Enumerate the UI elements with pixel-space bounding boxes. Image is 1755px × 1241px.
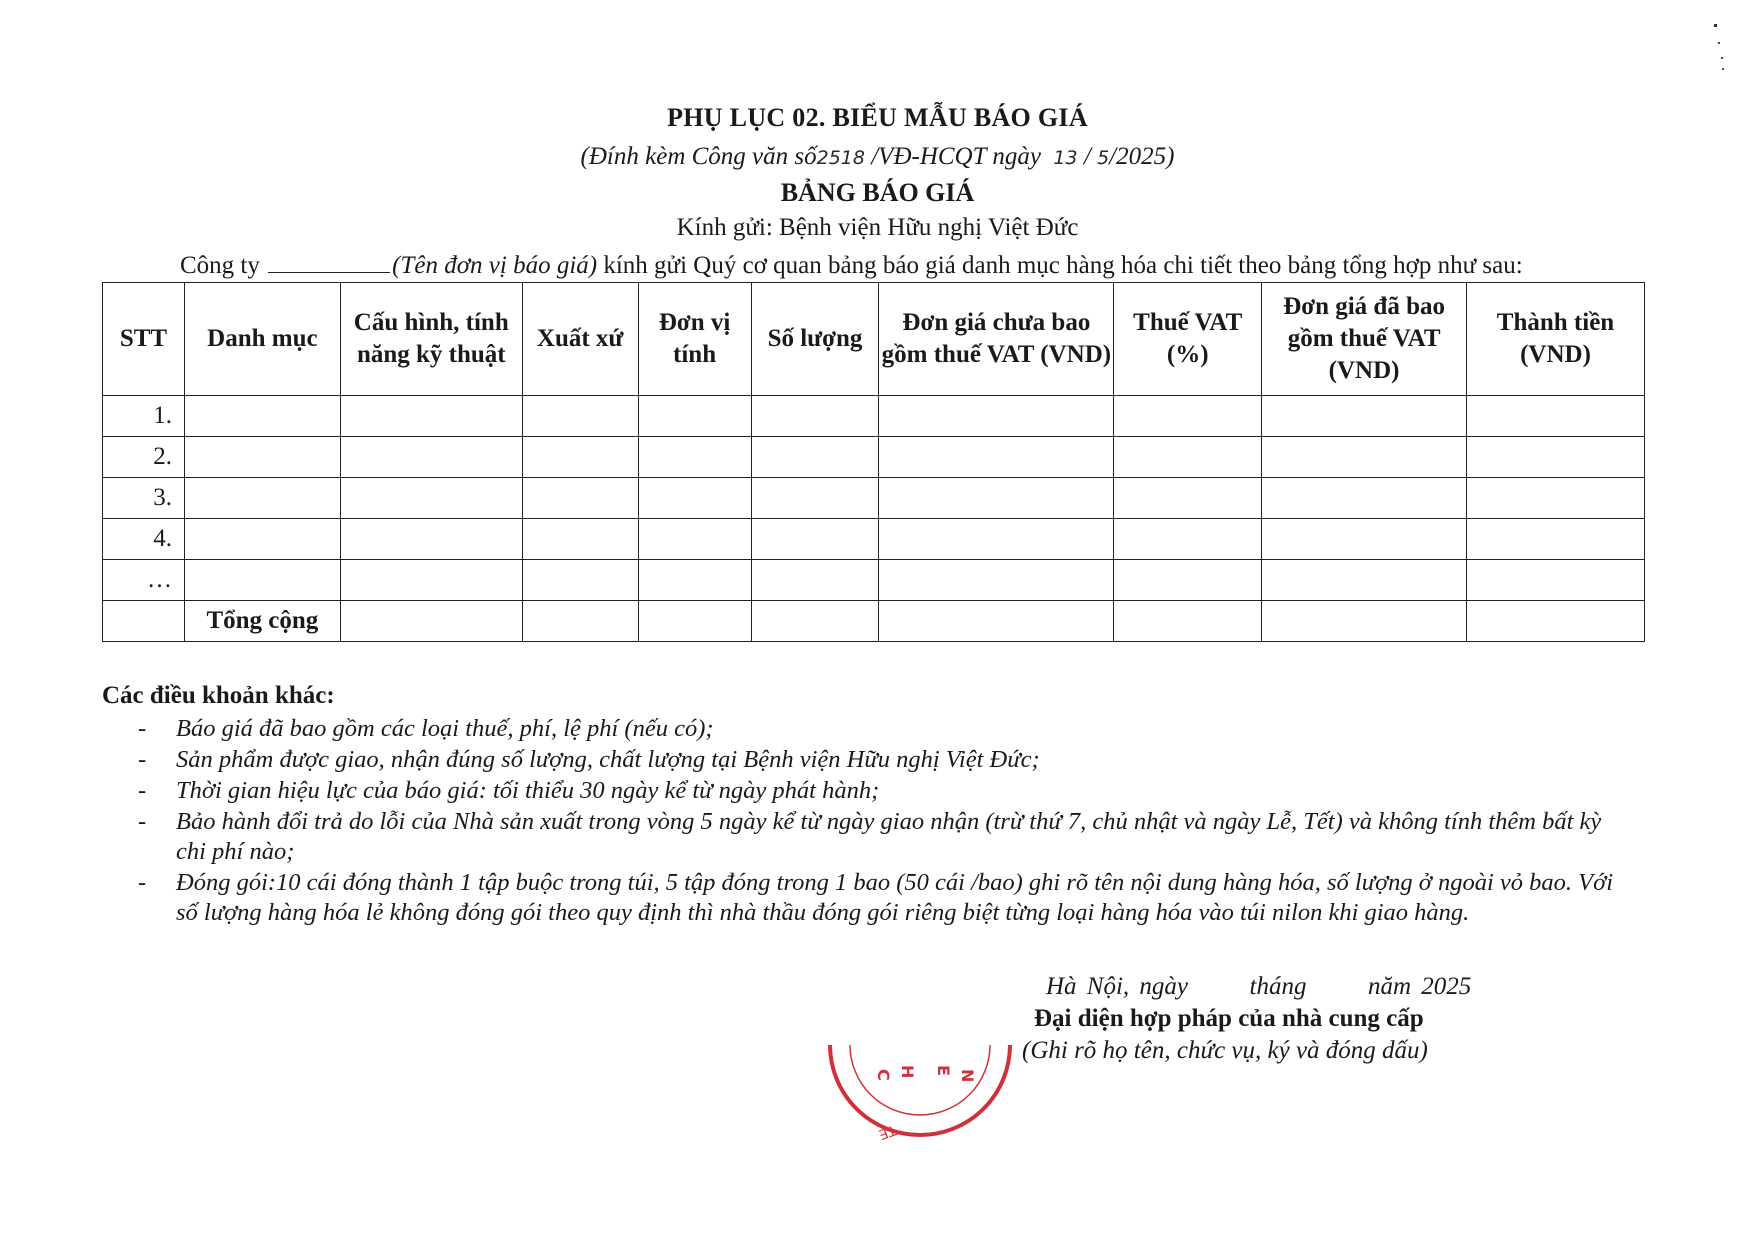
reference-year: /2025) [1109,143,1175,170]
bullet-dash: - [138,777,147,804]
intro-company-label: Công ty [180,252,260,279]
table-cell[interactable] [1114,519,1262,560]
table-cell[interactable] [1467,478,1645,519]
table-row [103,437,1645,478]
table-cell[interactable] [879,601,1114,642]
term-text: Thời gian hiệu lực của báo giá: tối thiểu 30 ngày kể từ ngày phát hành; [176,777,880,804]
table-cell[interactable] [1262,396,1467,437]
col-header: Danh mục [184,283,340,396]
partial-stamp [820,1035,1020,1165]
svg-text:H: H [898,1065,917,1079]
table-cell[interactable] [1467,601,1645,642]
table-cell[interactable] [340,601,522,642]
list-item [102,868,1632,928]
signature-role: Đại diện hợp pháp của nhà cung cấp [1034,1005,1424,1032]
table-cell[interactable] [638,601,751,642]
table-cell[interactable] [751,478,879,519]
table-cell[interactable] [751,601,879,642]
term-text: Đóng gói:10 cái đóng thành 1 tập buộc trong túi, 5 tập đóng trong 1 bao (50 cái /bao) ghi rõ tên nội dung hàng hóa, số lượng ở ngoài vỏ bao. Với số lượng hàng hóa lẻ không đóng gói theo quy định thì nhà thầu đóng gói riêng biệt từng loại hàng hóa vào túi nilon khi giao hàng. [176,869,1614,926]
table-row [103,396,1645,437]
col-header: Đơn vị tính [638,283,751,396]
table-cell[interactable] [1467,519,1645,560]
table-row [103,478,1645,519]
table-cell[interactable] [1262,560,1467,601]
table-row [103,519,1645,560]
col-header: Thuế VAT (%) [1114,283,1262,396]
table-cell[interactable] [638,396,751,437]
table-cell[interactable] [340,396,522,437]
col-header: Đơn giá đã bao gồm thuế VAT (VND) [1262,283,1467,396]
intro-line [180,252,1523,280]
table-cell[interactable] [879,437,1114,478]
document-title: PHỤ LỤC 02. BIỂU MẪU BÁO GIÁ [667,103,1088,132]
col-header: Cấu hình, tính năng kỹ thuật [340,283,522,396]
table-cell[interactable] [522,560,638,601]
table-cell[interactable] [638,560,751,601]
table-cell[interactable] [1114,478,1262,519]
handwritten-day: 13 [1053,147,1078,169]
col-header: Thành tiền (VND) [1467,283,1645,396]
table-cell[interactable] [184,478,340,519]
row-number: 4. [103,519,185,560]
table-cell[interactable] [1114,396,1262,437]
svg-text:E: E [934,1065,953,1076]
table-cell[interactable] [184,396,340,437]
svg-text:C: C [874,1069,893,1081]
table-cell[interactable] [638,478,751,519]
table-cell[interactable] [522,396,638,437]
reference-prefix: (Đính kèm Công văn số [580,143,817,170]
table-header-row [103,283,1645,396]
table-cell[interactable] [879,519,1114,560]
table-cell[interactable] [340,478,522,519]
form-title: BẢNG BÁO GIÁ [780,178,975,207]
scan-marks [1700,20,1740,80]
table-cell[interactable] [522,601,638,642]
list-item [102,807,1632,867]
table-cell[interactable] [1262,601,1467,642]
table-cell [103,601,185,642]
handwritten-doc-number: 2518 [816,147,865,169]
table-cell[interactable] [340,437,522,478]
table-cell[interactable] [340,519,522,560]
list-item [102,776,1632,806]
terms-heading: Các điều khoản khác: [102,682,335,709]
table-cell[interactable] [184,560,340,601]
bullet-dash: - [138,869,147,896]
table-cell[interactable] [751,396,879,437]
table-row [103,560,1645,601]
company-name-blank[interactable] [268,254,390,273]
table-cell[interactable] [1467,437,1645,478]
table-cell[interactable] [184,437,340,478]
col-header: Số lượng [751,283,879,396]
table-cell[interactable] [1262,437,1467,478]
table-cell[interactable] [1114,601,1262,642]
table-cell[interactable] [751,560,879,601]
signature-date: Hà Nội, ngày tháng năm 2025 [1046,973,1472,1000]
table-cell[interactable] [522,478,638,519]
row-number: … [103,560,185,601]
col-header: Đơn giá chưa bao gồm thuế VAT (VND) [879,283,1114,396]
table-cell[interactable] [1114,437,1262,478]
term-text: Báo giá đã bao gồm các loại thuế, phí, lệ phí (nếu có); [176,715,714,742]
svg-text:TE: TE [876,1121,899,1143]
table-cell[interactable] [340,560,522,601]
document-reference [0,143,1755,171]
reference-mid: /VĐ-HCQT ngày [871,143,1041,170]
table-cell[interactable] [751,437,879,478]
table-cell[interactable] [522,519,638,560]
terms-list [102,714,1632,929]
table-cell[interactable] [1262,478,1467,519]
table-cell[interactable] [1467,560,1645,601]
signature-note: (Ghi rõ họ tên, chức vụ, ký và đóng dấu) [1022,1037,1428,1064]
table-cell[interactable] [879,560,1114,601]
total-row [103,601,1645,642]
table-cell[interactable] [1467,396,1645,437]
table-cell[interactable] [879,478,1114,519]
col-header: Xuất xứ [522,283,638,396]
table-cell[interactable] [638,519,751,560]
table-cell[interactable] [1114,560,1262,601]
date-separator: / [1083,143,1091,170]
row-number: 3. [103,478,185,519]
handwritten-month: 5 [1097,147,1110,169]
intro-text: kính gửi Quý cơ quan bảng báo giá danh mục hàng hóa chi tiết theo bảng tổng hợp như sau: [603,252,1523,279]
table-cell[interactable] [522,437,638,478]
greeting-line: Kính gửi: Bệnh viện Hữu nghị Việt Đức [676,214,1079,241]
list-item [102,745,1632,775]
table-cell[interactable] [184,519,340,560]
stamp-seal-icon [820,1035,1020,1165]
table-cell[interactable] [1262,519,1467,560]
term-text: Sản phẩm được giao, nhận đúng số lượng, chất lượng tại Bệnh viện Hữu nghị Việt Đức; [176,746,1040,773]
bullet-dash: - [138,808,147,835]
bullet-dash: - [138,715,147,742]
row-number: 1. [103,396,185,437]
table-cell[interactable] [638,437,751,478]
list-item [102,714,1632,744]
bullet-dash: - [138,746,147,773]
term-text: Bảo hành đổi trả do lỗi của Nhà sản xuất trong vòng 5 ngày kể từ ngày giao nhận (trừ thứ 7, chủ nhật và ngày Lễ, Tết) và không tính thêm bất kỳ chi phí nào; [176,808,1602,865]
total-label: Tổng cộng [184,601,340,642]
svg-text:N: N [958,1069,977,1083]
col-header: STT [103,283,185,396]
intro-placeholder: (Tên đơn vị báo giá) [392,252,598,279]
row-number: 2. [103,437,185,478]
table-cell[interactable] [879,396,1114,437]
table-cell[interactable] [751,519,879,560]
quote-table [102,282,1645,642]
